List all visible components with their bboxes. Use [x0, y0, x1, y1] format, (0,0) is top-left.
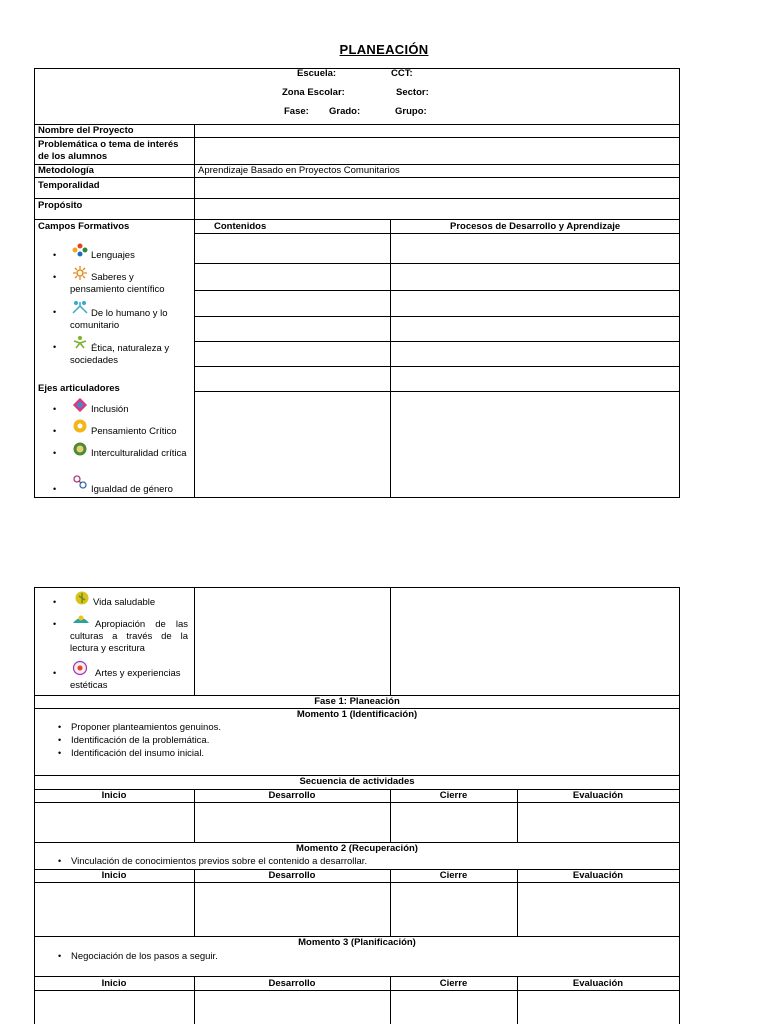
- momento3-heading: Momento 3 (Planificación): [298, 937, 416, 948]
- bullet: •: [53, 484, 57, 494]
- proposito-label: Propósito: [38, 200, 83, 211]
- momento1-heading: Momento 1 (Identificación): [296, 709, 418, 720]
- fase1-heading: Fase 1: Planeación: [314, 696, 400, 707]
- momento1-item: Identificación de la problemática.: [71, 735, 210, 746]
- bullet: •: [58, 722, 62, 732]
- nombre-proyecto-label: Nombre del Proyecto: [38, 125, 134, 136]
- bullet: •: [53, 426, 57, 436]
- row-divider: [194, 263, 680, 264]
- procesos-header: Procesos de Desarrollo y Aprendizaje: [450, 221, 621, 232]
- ejes-articuladores-label: Ejes articuladores: [38, 383, 120, 394]
- eje-igualdad-genero: Igualdad de género: [91, 484, 173, 495]
- bullet: •: [53, 668, 57, 678]
- col-cierre: Cierre: [439, 790, 468, 801]
- bullet: •: [58, 856, 62, 866]
- col-divider: [390, 587, 391, 696]
- row-divider: [194, 391, 680, 392]
- bullet: •: [58, 735, 62, 745]
- campos-formativos-label: Campos Formativos: [38, 221, 130, 232]
- page-title: PLANEACIÓN: [339, 42, 429, 57]
- eje-inclusion: Inclusión: [91, 404, 129, 415]
- contenidos-header: Contenidos: [214, 221, 267, 232]
- campo-lenguajes: Lenguajes: [91, 250, 135, 261]
- zona-label: Zona Escolar:: [282, 87, 345, 98]
- row-divider: [34, 137, 680, 138]
- row-divider: [194, 341, 680, 342]
- col-divider: [194, 587, 195, 696]
- eje-pensamiento-critico: Pensamiento Crítico: [91, 426, 177, 437]
- col-evaluacion: Evaluación: [572, 790, 624, 801]
- bullet: •: [53, 250, 57, 260]
- bullet: •: [53, 619, 57, 629]
- bullet: •: [58, 951, 62, 961]
- col-divider: [390, 219, 391, 498]
- row-divider: [34, 882, 680, 883]
- row-divider: [194, 366, 680, 367]
- col-divider: [517, 976, 518, 1024]
- secuencia-heading: Secuencia de actividades: [299, 776, 415, 787]
- eje-artes: Artes y experiencias estéticas: [70, 668, 181, 691]
- col-cierre: Cierre: [439, 870, 468, 881]
- table-border-right: [679, 587, 680, 1024]
- cct-label: CCT:: [391, 68, 413, 79]
- table-border-top: [34, 68, 680, 69]
- eje-interculturalidad: Interculturalidad crítica: [91, 448, 187, 459]
- bullet: •: [53, 272, 57, 282]
- table-border-top: [34, 587, 680, 588]
- momento2-item: Vinculación de conocimientos previos sobre el contenido a desarrollar.: [71, 856, 368, 867]
- row-divider: [34, 177, 680, 178]
- row-divider: [34, 802, 680, 803]
- table-border-right: [679, 68, 680, 498]
- bullet: •: [53, 404, 57, 414]
- eje-vida-saludable: Vida saludable: [93, 597, 156, 608]
- grupo-label: Grupo:: [395, 106, 427, 117]
- row-divider: [194, 290, 680, 291]
- problematica-label: Problemática o tema de interés de los alumnos: [38, 139, 179, 162]
- col-divider: [390, 976, 391, 1024]
- campo-etica: Ética, naturaleza y sociedades: [70, 343, 170, 366]
- col-divider: [194, 869, 195, 937]
- bullet: •: [53, 448, 57, 458]
- bullet: •: [58, 748, 62, 758]
- escuela-label: Escuela:: [297, 68, 337, 79]
- col-inicio: Inicio: [101, 870, 127, 881]
- grado-label: Grado:: [329, 106, 361, 117]
- row-divider: [34, 990, 680, 991]
- col-divider: [517, 869, 518, 937]
- bullet: •: [53, 597, 57, 607]
- sector-label: Sector:: [396, 87, 429, 98]
- igualdad-genero-icon: [72, 474, 88, 495]
- col-divider: [517, 789, 518, 843]
- col-divider: [194, 976, 195, 1024]
- bullet: •: [53, 307, 57, 317]
- vida-saludable-icon: [74, 590, 90, 611]
- col-desarrollo: Desarrollo: [268, 790, 316, 801]
- eje-apropiacion-culturas: Apropiación de las culturas a través de la lectura y escritura: [70, 619, 188, 654]
- col-divider: [390, 869, 391, 937]
- campo-humano: De lo humano y lo comunitario: [70, 308, 168, 331]
- col-evaluacion: Evaluación: [572, 870, 624, 881]
- metodologia-label: Metodología: [38, 165, 94, 176]
- momento2-heading: Momento 2 (Recuperación): [296, 843, 418, 854]
- temporalidad-label: Temporalidad: [38, 180, 100, 191]
- momento1-item: Proponer planteamientos genuinos.: [71, 722, 221, 733]
- col-divider: [390, 789, 391, 843]
- momento3-item: Negociación de los pasos a seguir.: [71, 951, 218, 962]
- row-divider: [34, 219, 680, 220]
- col-evaluacion: Evaluación: [572, 978, 624, 989]
- col-desarrollo: Desarrollo: [268, 870, 316, 881]
- table-border-left: [34, 68, 35, 498]
- col-inicio: Inicio: [101, 790, 127, 801]
- col-cierre: Cierre: [439, 978, 468, 989]
- row-divider: [194, 233, 680, 234]
- pensamiento-critico-icon: [72, 418, 88, 439]
- inclusion-icon: [72, 397, 88, 418]
- row-divider: [34, 198, 680, 199]
- momento1-item: Identificación del insumo inicial.: [71, 748, 205, 759]
- campo-saberes: Saberes y pensamiento científico: [70, 272, 165, 295]
- lenguajes-icon: [72, 243, 88, 262]
- row-divider: [34, 976, 680, 977]
- table-border-bottom: [34, 497, 680, 498]
- row-divider: [194, 316, 680, 317]
- table-border-left: [34, 587, 35, 1024]
- col-divider: [194, 789, 195, 843]
- col-desarrollo: Desarrollo: [268, 978, 316, 989]
- col-divider: [194, 124, 195, 498]
- metodologia-value: Aprendizaje Basado en Proyectos Comunitarios: [198, 165, 400, 176]
- bullet: •: [53, 342, 57, 352]
- col-inicio: Inicio: [101, 978, 127, 989]
- fase-label: Fase:: [284, 106, 309, 117]
